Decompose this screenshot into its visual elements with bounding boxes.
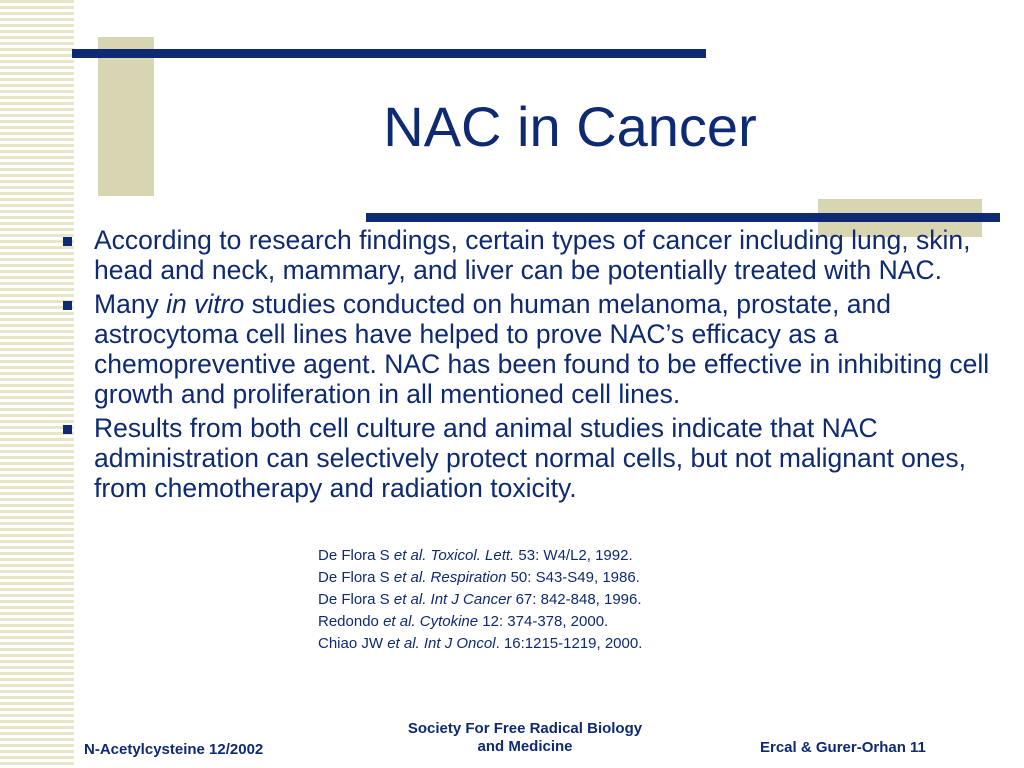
- reference-journal: et al. Toxicol. Lett.: [393, 547, 515, 564]
- bullet-list: [62, 225, 1012, 507]
- bullet-text: According to research findings, certain types of cancer including lung, skin, head and neck, mammary, and liver can be potentially treated with NAC.: [94, 225, 971, 285]
- reference-item: [318, 611, 818, 633]
- footer-center-line-2: and Medicine: [477, 738, 573, 755]
- bullet-text: Results from both cell culture and animal studies indicate that NAC administration can selectively protect normal cells, but not malignant ones, from chemotherapy and radiation toxicity.: [94, 413, 966, 503]
- decorative-rule-top: [72, 49, 706, 58]
- bullet-square-icon: [63, 301, 72, 310]
- footer-center-line-1: Society For Free Radical Biology: [407, 720, 643, 737]
- footer-left-text: N-Acetylcysteine 12/2002: [84, 741, 264, 758]
- footer-right-text: Ercal & Gurer-Orhan 11: [760, 739, 926, 756]
- reference-journal: et al. Int J Oncol: [387, 635, 496, 652]
- reference-citation: 67: 842-848, 1996.: [511, 591, 642, 608]
- reference-author: De Flora S: [318, 591, 394, 608]
- reference-citation: 12: 374-378, 2000.: [478, 613, 609, 630]
- slide-title: NAC in Cancer: [383, 95, 757, 158]
- reference-author: Redondo: [318, 613, 384, 630]
- reference-journal: et al. Cytokine: [383, 613, 479, 630]
- reference-item: [318, 567, 818, 589]
- bullet-square-icon: [63, 237, 72, 246]
- decorative-rule-bottom: [366, 213, 1000, 222]
- reference-journal: et al. Respiration: [393, 569, 507, 586]
- reference-author: De Flora S: [318, 547, 394, 564]
- bullet-text-emphasis: in vitro: [166, 289, 245, 319]
- reference-author: De Flora S: [318, 569, 394, 586]
- reference-item: [318, 633, 818, 655]
- bullet-item: [62, 225, 1012, 285]
- decorative-block-top: [98, 37, 154, 196]
- reference-item: [318, 545, 818, 567]
- reference-journal: et al. Int J Cancer: [393, 591, 512, 608]
- reference-citation: . 16:1215-1219, 2000.: [495, 635, 643, 652]
- bullet-square-icon: [63, 425, 72, 434]
- footer-center-text: [360, 720, 690, 756]
- reference-citation: 53: W4/L2, 1992.: [514, 547, 633, 564]
- reference-item: [318, 589, 818, 611]
- bullet-text-prefix: Many: [94, 289, 167, 319]
- bullet-item: [62, 413, 1012, 503]
- bullet-item: [62, 289, 1012, 409]
- bullet-text-suffix: studies conducted on human melanoma, prostate, and astrocytoma cell lines have helped to prove NAC’s efficacy as a chemopreventive agent. NAC has been found to be effective in inhibiting cell growth and proliferation in all mentioned cell lines.: [94, 289, 990, 409]
- reference-citation: 50: S43-S49, 1986.: [506, 569, 640, 586]
- reference-author: Chiao JW: [318, 635, 388, 652]
- reference-list: [318, 545, 818, 655]
